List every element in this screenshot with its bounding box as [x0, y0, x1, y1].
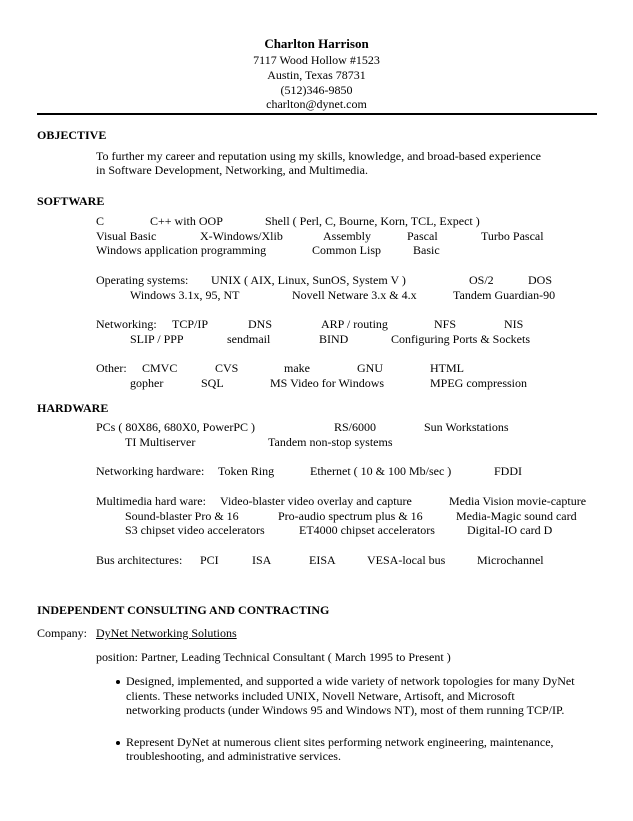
hardware-item: Media-Magic sound card [456, 509, 577, 523]
software-item: BIND [319, 332, 349, 346]
software-item: Novell Netware 3.x & 4.x [292, 288, 417, 302]
bullet-1-line-1: Designed, implemented, and supported a wide variety of network topologies for many DyNet [126, 674, 575, 688]
position-line: position: Partner, Leading Technical Consultant ( March 1995 to Present ) [96, 650, 451, 664]
software-item: Configuring Ports & Sockets [391, 332, 531, 346]
hardware-item: Microchannel [477, 553, 544, 567]
software-item: Turbo Pascal [481, 229, 544, 243]
bullet-2-line-2: troubleshooting, and administrative services. [126, 749, 341, 763]
software-item: gopher [130, 376, 164, 390]
other-label: Other: [96, 361, 127, 375]
software-item: Visual Basic [96, 229, 157, 243]
hardware-item: RS/6000 [334, 420, 377, 434]
address-line-2: Austin, Texas 78731 [267, 68, 366, 82]
address-line-1: 7117 Wood Hollow #1523 [253, 53, 380, 67]
bus-architectures-label: Bus architectures: [96, 553, 183, 567]
software-item: sendmail [227, 332, 271, 346]
networking-label: Networking: [96, 317, 157, 331]
software-heading: SOFTWARE [37, 194, 105, 208]
software-item: Shell ( Perl, C, Bourne, Korn, TCL, Expect ) [265, 214, 480, 228]
hardware-item: Video-blaster video overlay and capture [220, 494, 412, 508]
header-divider [37, 113, 597, 115]
software-item: Common Lisp [312, 243, 382, 257]
software-item: SLIP / PPP [130, 332, 184, 346]
hardware-item: FDDI [494, 464, 523, 478]
software-item: Pascal [407, 229, 438, 243]
software-item: UNIX ( AIX, Linux, SunOS, System V ) [211, 273, 406, 287]
software-item: DOS [528, 273, 553, 287]
software-item: NFS [434, 317, 457, 331]
software-item: CVS [215, 361, 239, 375]
software-item: Windows application programming [96, 243, 267, 257]
software-item: make [284, 361, 310, 375]
bullet-icon [116, 680, 120, 684]
software-item: C++ with OOP [150, 214, 223, 228]
consulting-heading: INDEPENDENT CONSULTING AND CONTRACTING [37, 603, 330, 617]
hardware-item: TI Multiserver [125, 435, 196, 449]
software-item: MS Video for Windows [270, 376, 385, 390]
hardware-item: S3 chipset video accelerators [125, 523, 265, 537]
software-item: TCP/IP [172, 317, 209, 331]
software-item: X-Windows/Xlib [200, 229, 283, 243]
software-item: CMVC [142, 361, 178, 375]
hardware-item: PCI [200, 553, 219, 567]
hardware-item: Digital-IO card D [467, 523, 553, 537]
software-item: OS/2 [469, 273, 494, 287]
hardware-item: Sound-blaster Pro & 16 [125, 509, 239, 523]
objective-line-2: in Software Development, Networking, and Multimedia. [96, 163, 368, 177]
hardware-item: VESA-local bus [367, 553, 446, 567]
bullet-2-line-1: Represent DyNet at numerous client sites performing network engineering, maintenance, [126, 735, 554, 749]
software-item: GNU [357, 361, 383, 375]
bullet-1-line-2: clients. These networks included UNIX, Novell Netware, Artisoft, and Microsoft [126, 689, 515, 703]
hardware-item: EISA [309, 553, 336, 567]
hardware-item: ISA [252, 553, 272, 567]
hardware-item: Pro-audio spectrum plus & 16 [278, 509, 423, 523]
hardware-item: Token Ring [218, 464, 275, 478]
network-hardware-label: Networking hardware: [96, 464, 205, 478]
software-item: C [96, 214, 105, 228]
hardware-item: Ethernet ( 10 & 100 Mb/sec ) [310, 464, 452, 478]
software-item: SQL [201, 376, 224, 390]
hardware-item: Media Vision movie-capture [449, 494, 587, 508]
phone-number: (512)346-9850 [280, 83, 353, 97]
software-item: MPEG compression [430, 376, 527, 390]
os-label: Operating systems: [96, 273, 189, 287]
hardware-item: PCs ( 80X86, 680X0, PowerPC ) [96, 420, 256, 434]
software-item: ARP / routing [321, 317, 388, 331]
company-name: DyNet Networking Solutions [96, 626, 237, 640]
objective-line-1: To further my career and reputation using my skills, knowledge, and broad-based experience [96, 149, 542, 163]
multimedia-hardware-label: Multimedia hard ware: [96, 494, 206, 508]
software-item: HTML [430, 361, 464, 375]
bullet-icon [116, 741, 120, 745]
candidate-name: Charlton Harrison [264, 36, 369, 51]
software-item: NIS [504, 317, 524, 331]
company-label: Company: [37, 626, 87, 640]
software-item: Basic [413, 243, 440, 257]
hardware-item: Tandem non-stop systems [268, 435, 393, 449]
software-item: Assembly [323, 229, 371, 243]
software-item: Windows 3.1x, 95, NT [130, 288, 240, 302]
email-address: charlton@dynet.com [266, 97, 367, 111]
hardware-item: Sun Workstations [424, 420, 509, 434]
software-item: DNS [248, 317, 273, 331]
objective-heading: OBJECTIVE [37, 128, 107, 142]
bullet-1-line-3: networking products (under Windows 95 and Windows NT), most of them running TCP/IP. [126, 703, 565, 717]
hardware-item: ET4000 chipset accelerators [299, 523, 435, 537]
hardware-heading: HARDWARE [37, 401, 109, 415]
software-item: Tandem Guardian-90 [453, 288, 556, 302]
